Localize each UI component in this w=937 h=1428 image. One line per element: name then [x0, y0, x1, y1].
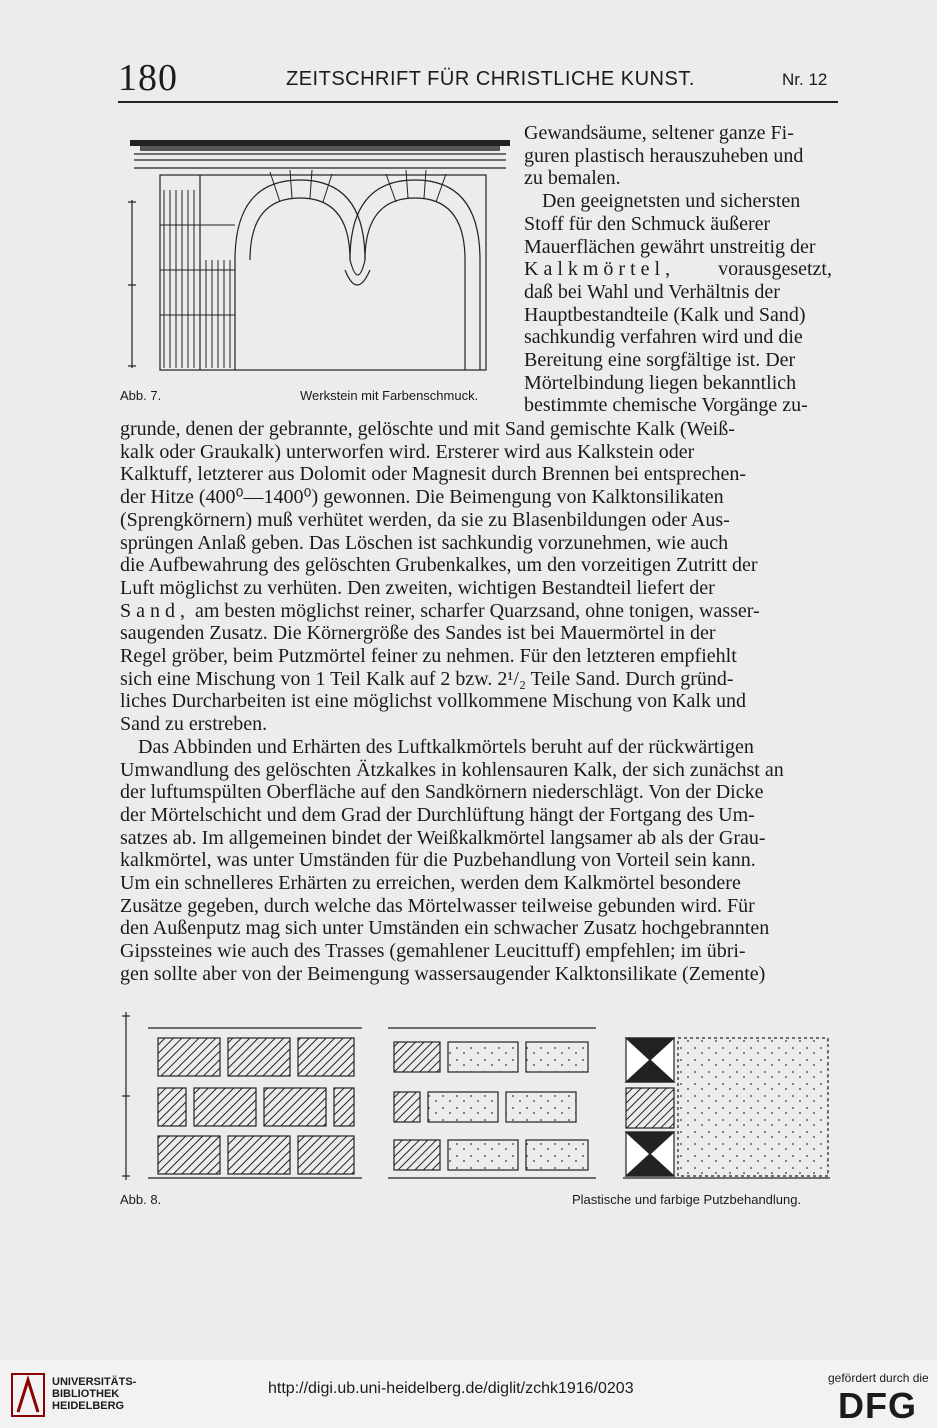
line: grunde, denen der gebrannte, gelöschte und mit Sand gemischte Kalk (Weiß-	[120, 418, 735, 440]
line: Kalktuff, letzterer aus Dolomit oder Magnesit durch Brennen bei entsprechen-	[120, 463, 747, 486]
line: Gipssteines wie auch des Trasses (gemahlener Leucittuff) empfehlen; im übri-	[120, 940, 746, 963]
line: Regel gröber, beim Putzmörtel feiner zu nehmen. Für den letzteren empfiehlt	[120, 645, 737, 668]
line: der Hitze (400⁰—1400⁰) gewonnen. Die Beimengung von Kalktonsilikaten	[120, 486, 724, 509]
line: der Mörtelschicht und dem Grad der Durchlüftung hängt der Fortgang des Um-	[120, 803, 755, 826]
line: die Aufbewahrung des gelöschten Grubenkalkes, um den vorzeitigen Zutritt der	[120, 554, 758, 577]
line: Umwandlung des gelöschten Ätzkalkes in kohlensauren Kalk, der sich zunächst an	[120, 758, 784, 781]
line: sprüngen Anlaß geben. Das Löschen ist sachkundig vorzunehmen, wie auch	[120, 531, 729, 554]
header-rule	[118, 101, 838, 103]
line: daß bei Wahl und Verhältnis der	[524, 280, 780, 303]
figure-8-caption: Plastische und farbige Putzbehandlung.	[572, 1192, 802, 1207]
line: kalkmörtel, was unter Umständen für die Puzbehandlung von Vorteil sein kann.	[120, 849, 756, 872]
line: Luft möglichst zu verhüten. Den zweiten, wichtigen Bestandteil liefert der	[120, 576, 715, 599]
source-url-link[interactable]: http://digi.ub.uni-heidelberg.de/diglit/zchk1916/0203	[268, 1380, 634, 1397]
journal-title: ZEITSCHRIFT FÜR CHRISTLICHE KUNST.	[286, 68, 695, 90]
line: guren plastisch herauszuheben und	[524, 144, 804, 167]
sand-spaced: Sand,	[120, 599, 190, 622]
paragraph-a	[120, 418, 833, 736]
line: (Sprengkörnern) muß verhütet werden, da sie zu Blasenbildungen oder Aus-	[120, 508, 730, 531]
line: liches Durcharbeiten ist eine möglichst vollkommene Mischung von Kalk und	[120, 690, 746, 713]
kalkmoertel-spaced: Kalkmörtel,	[524, 258, 676, 281]
line: Hauptbestandteile (Kalk und Sand)	[524, 303, 806, 326]
line: sich eine Mischung von 1 Teil Kalk auf 2 bzw. 2¹/₂ Teile Sand. Durch gründ-	[120, 667, 734, 690]
library-logo-icon	[10, 1372, 46, 1418]
column-para-2	[524, 190, 832, 417]
line: Zusätze gegeben, durch welche das Mörtelwasser teilweise gebunden wird. Für	[120, 894, 755, 917]
line: Das Abbinden und Erhärten des Luftkalkmörtels beruht auf der rückwärtigen	[138, 735, 754, 758]
library-name	[52, 1376, 136, 1412]
line: Mauerflächen gewährt unstreitig der	[524, 235, 816, 258]
issue-number: Nr. 12	[782, 70, 828, 89]
line: Bereitung eine sorgfältige ist. Der	[524, 349, 796, 372]
main-text	[120, 418, 833, 986]
library-line: UNIVERSITÄTS-	[52, 1376, 137, 1388]
line: der luftumspülten Oberfläche auf den Sandkörnern niederschlägt. Von der Dicke	[120, 781, 764, 804]
line: Gewandsäume, seltener ganze Fi-	[524, 122, 794, 144]
line: Mörtelbindung liegen bekanntlich	[524, 371, 797, 394]
line: Den geeignetsten und sichersten	[542, 190, 801, 213]
line: Sand zu erstreben.	[120, 713, 268, 736]
figure-7-arch-drawing	[120, 130, 520, 380]
library-line: BIBLIOTHEK	[52, 1388, 120, 1400]
right-column-text	[524, 122, 832, 417]
line: den Außenputz mag sich unter Umständen ein schwacher Zusatz hochgebrannten	[120, 917, 770, 940]
figure-8-label: Abb. 8.	[120, 1192, 162, 1207]
column-para-1	[524, 122, 832, 190]
line: saugenden Zusatz. Die Körnergröße des Sandes ist bei Mauermörtel in der	[120, 622, 716, 645]
figure-8-plaster-drawing	[118, 1008, 838, 1188]
figure-7-label: Abb. 7.	[120, 388, 162, 403]
figure-7-caption: Werkstein mit Farbenschmuck.	[300, 388, 479, 403]
line: Um ein schnelleres Erhärten zu erreichen, werden dem Kalkmörtel besondere	[120, 872, 741, 895]
line: Stoff für den Schmuck äußerer	[524, 212, 771, 235]
line: kalk oder Graukalk) unterworfen wird. Ersterer wird aus Kalkstein oder	[120, 440, 695, 463]
library-line: HEIDELBERG	[52, 1400, 125, 1412]
paragraph-b	[120, 736, 833, 986]
dfg-logo: DFG	[838, 1385, 917, 1426]
line: vorausgesetzt,	[718, 258, 832, 281]
line: am besten möglichst reiner, scharfer Quarzsand, ohne tonigen, wasser-	[195, 599, 760, 622]
line: satzes ab. Im allgemeinen bindet der Weißkalkmörtel langsamer ab als der Grau-	[120, 826, 766, 849]
funding-note: gefördert durch die	[828, 1371, 929, 1385]
line: zu bemalen.	[524, 167, 621, 190]
line: bestimmte chemische Vorgänge zu-	[524, 394, 808, 417]
line: sachkundig verfahren wird und die	[524, 326, 803, 349]
page-number: 180	[118, 57, 178, 99]
line: gen sollte aber von der Beimengung wassersaugender Kalktonsilikate (Zemente)	[120, 962, 766, 985]
